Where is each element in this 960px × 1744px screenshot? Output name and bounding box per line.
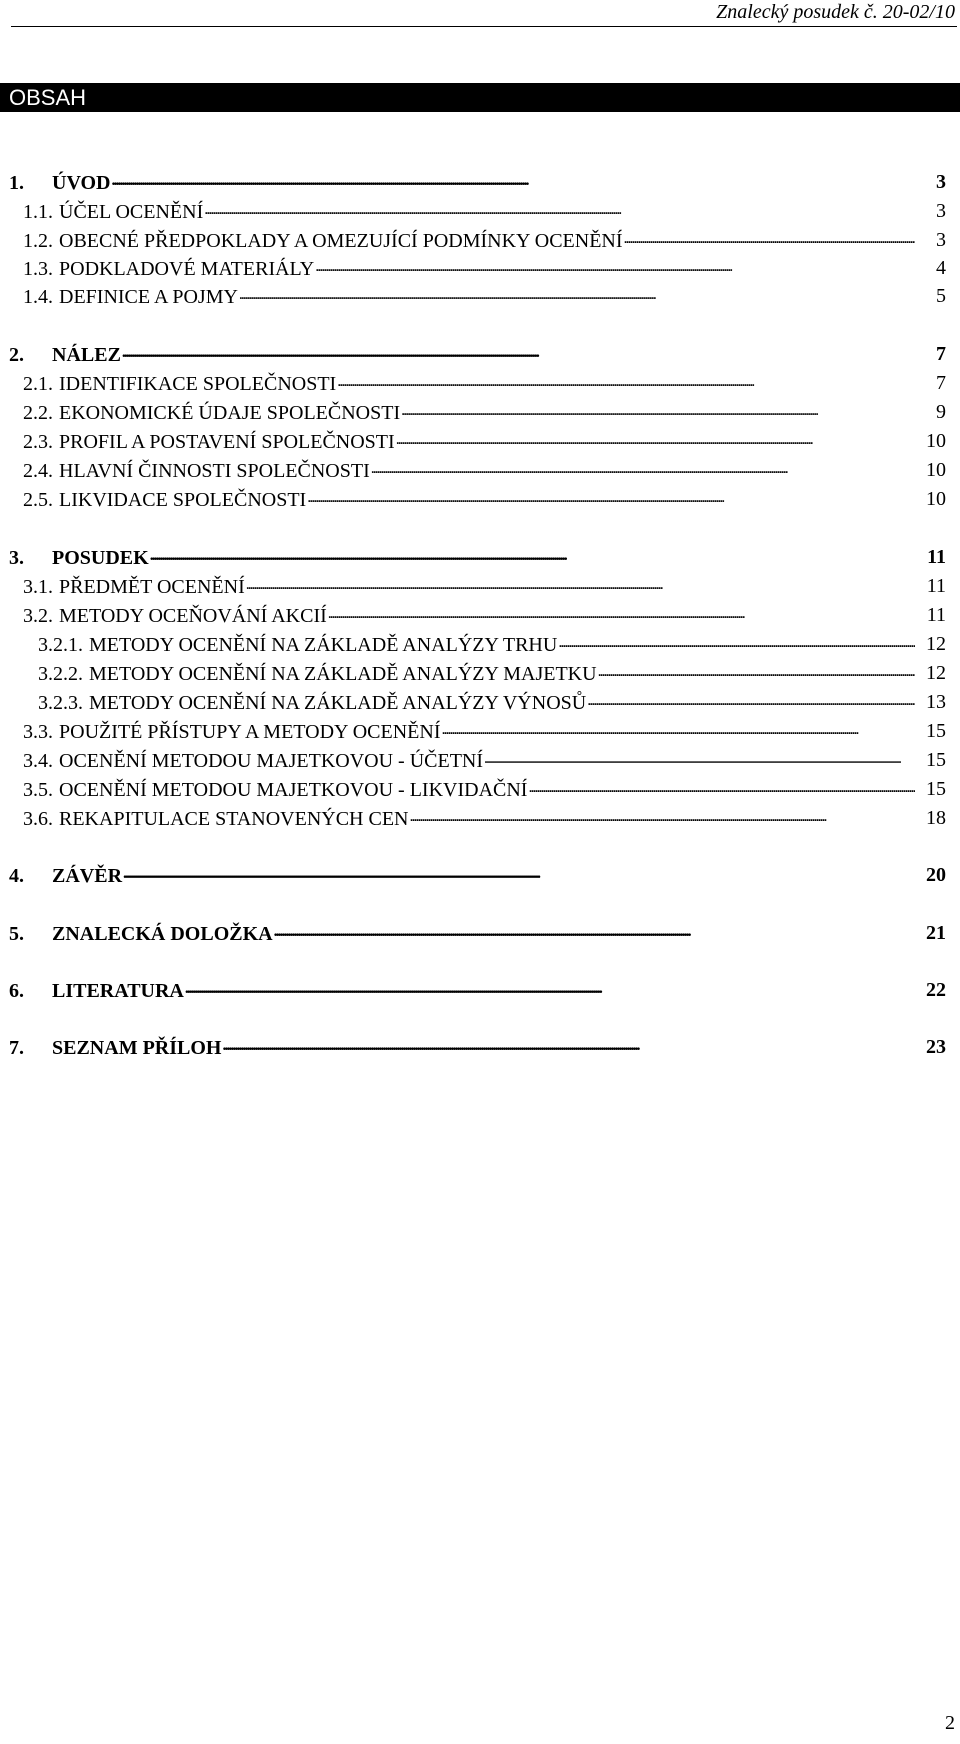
toc-entry-title: LITERATURA [52, 980, 184, 1002]
toc-dot-leader [401, 399, 915, 419]
page-number: 2 [945, 1712, 955, 1734]
page-header [11, 0, 957, 27]
toc-entry-title: ÚČEL OCENĚNÍ [59, 201, 204, 223]
toc-dot-leader [587, 689, 915, 709]
toc-dot-leader [396, 428, 915, 448]
toc-entry[interactable] [38, 631, 946, 657]
toc-entry[interactable] [23, 428, 946, 454]
toc-entry-page: 20 [926, 864, 946, 886]
toc-dot-leader [239, 283, 915, 303]
toc-entry-page: 10 [926, 488, 946, 510]
toc-entry-number: 3. [9, 547, 24, 569]
toc-entry-page: 5 [936, 285, 946, 307]
toc-entry-title: REKAPITULACE STANOVENÝCH CEN [59, 808, 409, 830]
toc-dot-leader [371, 457, 915, 477]
toc-entry-title: HLAVNÍ ČINNOSTI SPOLEČNOSTI [59, 460, 370, 482]
toc-entry-number: 1.1. [23, 201, 53, 223]
document-reference: Znalecký posudek č. 20-02/10 [716, 1, 955, 23]
toc-entry-page: 7 [936, 343, 946, 365]
toc-entry[interactable] [9, 920, 946, 946]
toc-entry-number: 5. [9, 923, 24, 945]
toc-entry-title: METODY OCENĚNÍ NA ZÁKLADĚ ANALÝZY MAJETKU [89, 663, 597, 685]
toc-entry-title: POUŽITÉ PŘÍSTUPY A METODY OCENĚNÍ [59, 721, 441, 743]
toc-dot-leader [185, 977, 915, 997]
toc-entry-title: IDENTIFIKACE SPOLEČNOSTI [59, 373, 337, 395]
toc-entry-title: DEFINICE A POJMY [59, 286, 238, 308]
toc-entry[interactable] [9, 341, 946, 367]
toc-entry-title: LIKVIDACE SPOLEČNOSTI [59, 489, 307, 511]
toc-entry-page: 4 [936, 257, 946, 279]
toc-entry[interactable] [23, 776, 946, 802]
toc-entry-page: 15 [926, 778, 946, 800]
toc-entry-page: 13 [926, 691, 946, 713]
toc-entry[interactable] [9, 977, 946, 1003]
toc-entry-title: OCENĚNÍ METODOU MAJETKOVOU - LIKVIDAČNÍ [59, 779, 528, 801]
toc-dot-leader [598, 660, 915, 680]
toc-entry-page: 11 [927, 546, 946, 568]
toc-entry-page: 12 [926, 633, 946, 655]
toc-entry-number: 3.2. [23, 605, 53, 627]
toc-entry-number: 1.2. [23, 230, 53, 252]
toc-entry-number: 2.2. [23, 402, 53, 424]
toc-entry[interactable] [23, 718, 946, 744]
toc-entry-number: 1.3. [23, 258, 53, 280]
toc-entry-title: METODY OCENĚNÍ NA ZÁKLADĚ ANALÝZY TRHU [89, 634, 558, 656]
toc-entry-title: ÚVOD [52, 172, 111, 194]
toc-entry-page: 15 [926, 720, 946, 742]
toc-entry-title: OBECNÉ PŘEDPOKLADY A OMEZUJÍCÍ PODMÍNKY OCENĚNÍ [59, 230, 623, 252]
toc-dot-leader [204, 198, 915, 218]
toc-entry-page: 22 [926, 979, 946, 1001]
toc-entry-title: PŘEDMĚT OCENĚNÍ [59, 576, 245, 598]
toc-entry-title: METODY OCENĚNÍ NA ZÁKLADĚ ANALÝZY VÝNOSŮ [89, 692, 587, 714]
toc-dot-leader [624, 227, 915, 247]
toc-entry[interactable] [23, 573, 946, 599]
toc-entry-page: 12 [926, 662, 946, 684]
toc-entry-page: 15 [926, 749, 946, 771]
toc-entry-page: 18 [926, 807, 946, 829]
toc-entry[interactable] [23, 457, 946, 483]
toc-entry[interactable] [23, 198, 946, 224]
toc-entry[interactable] [9, 544, 946, 570]
toc-entry-page: 21 [926, 922, 946, 944]
toc-entry-title: METODY OCEŇOVÁNÍ AKCIÍ [59, 605, 327, 627]
toc-entry-page: 3 [936, 171, 946, 193]
toc-entry-title: NÁLEZ [52, 344, 121, 366]
toc-entry-title: POSUDEK [52, 547, 149, 569]
toc-entry[interactable] [23, 370, 946, 396]
toc-entry-title: PODKLADOVÉ MATERIÁLY [59, 258, 315, 280]
toc-dot-leader [410, 805, 915, 825]
toc-entry-page: 23 [926, 1036, 946, 1058]
toc-dot-leader [442, 718, 916, 738]
toc-dot-leader [122, 341, 915, 361]
toc-dot-leader [315, 255, 915, 275]
toc-entry-title: OCENĚNÍ METODOU MAJETKOVOU - ÚČETNÍ [59, 750, 484, 772]
toc-entry[interactable] [9, 169, 946, 195]
toc-dot-leader [558, 631, 915, 651]
toc-dot-leader [307, 486, 915, 506]
toc-entry-number: 3.2.3. [38, 692, 83, 714]
toc-entry-page: 3 [936, 200, 946, 222]
toc-entry-number: 3.4. [23, 750, 53, 772]
toc-entry-page: 3 [936, 229, 946, 251]
toc-entry-number: 2.3. [23, 431, 53, 453]
toc-dot-leader [150, 544, 915, 564]
toc-entry-number: 3.6. [23, 808, 53, 830]
toc-dot-leader [484, 747, 915, 767]
toc-entry-number: 3.1. [23, 576, 53, 598]
toc-entry-title: SEZNAM PŘÍLOH [52, 1037, 222, 1059]
toc-entry-page: 10 [926, 459, 946, 481]
toc-entry-number: 7. [9, 1037, 24, 1059]
toc-entry-number: 6. [9, 980, 24, 1002]
toc-entry-number: 3.2.2. [38, 663, 83, 685]
toc-dot-leader [274, 920, 915, 940]
toc-entry[interactable] [23, 486, 946, 512]
toc-dot-leader [222, 1034, 915, 1054]
toc-entry[interactable] [23, 255, 946, 281]
toc-heading: OBSAH [9, 85, 87, 110]
toc-entry-page: 11 [926, 604, 946, 626]
toc-entry-number: 2.1. [23, 373, 53, 395]
toc-dot-leader [112, 169, 916, 189]
toc-entry-page: 11 [926, 575, 946, 597]
toc-entry[interactable] [38, 660, 946, 686]
toc-entry[interactable] [23, 747, 946, 773]
toc-dot-leader [328, 602, 915, 622]
toc-entry-title: EKONOMICKÉ ÚDAJE SPOLEČNOSTI [59, 402, 401, 424]
toc-entry-number: 2.4. [23, 460, 53, 482]
toc-entry[interactable] [38, 689, 946, 715]
toc-dot-leader [528, 776, 915, 796]
toc-entry[interactable] [9, 862, 946, 888]
toc-entry-page: 7 [936, 372, 946, 394]
toc-heading-banner [0, 83, 960, 112]
toc-entry-number: 3.5. [23, 779, 53, 801]
toc-dot-leader [246, 573, 915, 593]
toc-dot-leader [123, 862, 915, 882]
toc-entry-number: 2.5. [23, 489, 53, 511]
toc-entry-number: 3.2.1. [38, 634, 83, 656]
toc-entry-title: PROFIL A POSTAVENÍ SPOLEČNOSTI [59, 431, 395, 453]
toc-entry[interactable] [23, 805, 946, 831]
toc-entry-page: 9 [936, 401, 946, 423]
toc-entry-number: 2. [9, 344, 24, 366]
toc-entry[interactable] [23, 602, 946, 628]
toc-entry-title: ZÁVĚR [52, 865, 123, 887]
toc-entry-number: 1. [9, 172, 24, 194]
toc-entry[interactable] [9, 1034, 946, 1060]
toc-entry-page: 10 [926, 430, 946, 452]
toc-entry[interactable] [23, 227, 946, 253]
toc-entry[interactable] [23, 283, 946, 309]
toc-entry-number: 4. [9, 865, 24, 887]
toc-entry[interactable] [23, 399, 946, 425]
toc-dot-leader [337, 370, 915, 390]
toc-entry-number: 3.3. [23, 721, 53, 743]
toc-entry-title: ZNALECKÁ DOLOŽKA [52, 923, 273, 945]
toc-entry-number: 1.4. [23, 286, 53, 308]
